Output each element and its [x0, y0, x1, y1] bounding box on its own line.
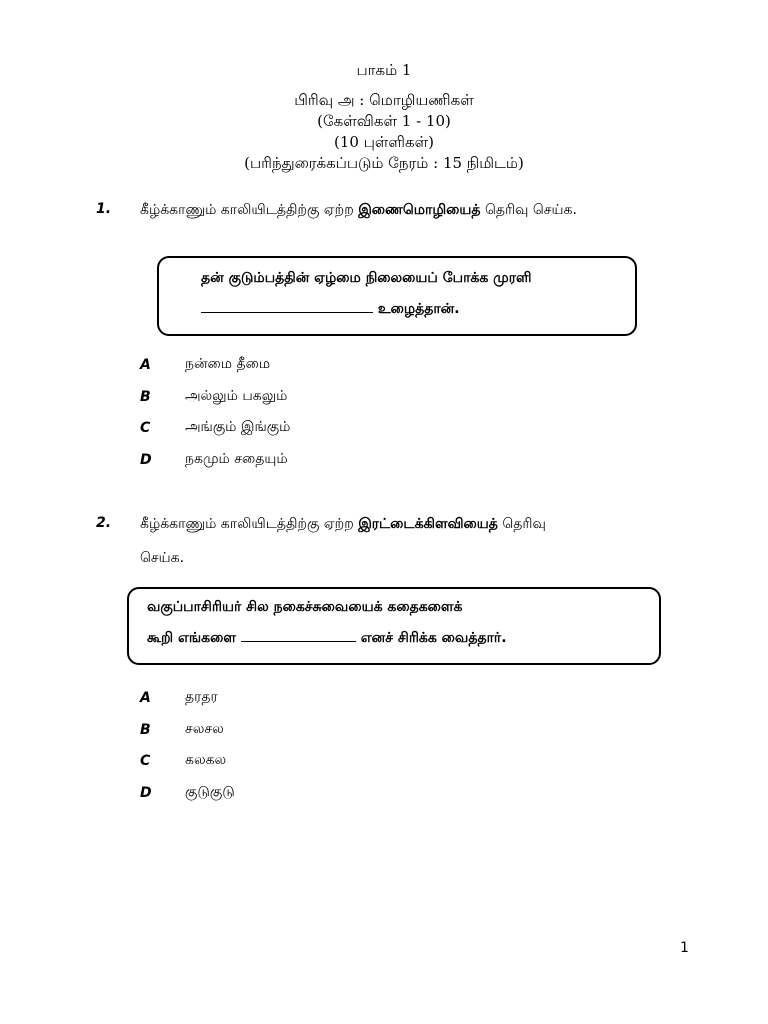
q2-option-b-text[interactable]: சலசல: [185, 721, 224, 737]
question-1-number: 1.: [96, 201, 112, 217]
q1-option-a-text[interactable]: நன்மை தீமை: [185, 356, 271, 372]
answer-blank: [241, 629, 356, 642]
q2-option-d-letter: D: [140, 785, 152, 801]
q2-option-a-text[interactable]: தரதர: [185, 689, 218, 705]
marks: (10 புள்ளிகள்): [334, 133, 434, 151]
question-2-text: [140, 507, 680, 575]
q2-option-a-letter: A: [140, 690, 151, 706]
q2-option-c-text[interactable]: கலகல: [185, 752, 227, 768]
q2-option-c-letter: C: [140, 753, 151, 769]
q1-option-d-letter: D: [140, 452, 152, 468]
q1-option-a-letter: A: [140, 357, 151, 373]
question-2-box-line2: [147, 629, 507, 648]
q2-option-b-letter: B: [140, 722, 151, 738]
question-1-suffix: தெரிவு செய்க.: [484, 202, 577, 218]
answer-blank: [201, 300, 373, 313]
question-2-box-line2-before: கூறி எங்களை: [147, 630, 236, 646]
question-1-sentence-box: [157, 256, 637, 336]
q1-option-b-text[interactable]: அல்லும் பகலும்: [185, 388, 288, 404]
question-2-number: 2.: [96, 515, 112, 531]
q1-option-c-letter: C: [140, 420, 151, 436]
section-title: பிரிவு அ : மொழியணிகள்: [294, 91, 474, 109]
question-1-box-line1: தன் குடும்பத்தின் ஏழ்மை நிலையைப் போக்க முரளி: [201, 270, 532, 286]
recommended-time: (பரிந்துரைக்கப்படும் நேரம் : 15 நிமிடம்): [244, 154, 524, 172]
question-2-box-line1: வகுப்பாசிரியர் சில நகைச்சுவையைக் கதைகளைக்: [147, 599, 463, 615]
part-title: பாகம் 1: [356, 61, 412, 79]
question-2-keyword: இரட்டைக்கிளவியைத்: [358, 516, 498, 532]
question-1-keyword: இணைமொழியைத்: [358, 202, 481, 218]
question-2-suffix: தெரிவு: [502, 516, 546, 532]
questions-range: (கேள்விகள் 1 - 10): [317, 112, 451, 130]
q2-option-d-text[interactable]: குடுகுடு: [185, 784, 235, 800]
question-2-sentence-box: [127, 587, 661, 665]
question-1-text: [140, 193, 680, 227]
question-2-suffix-line2: செய்க.: [140, 550, 185, 566]
question-1-box-line2: [201, 300, 460, 319]
question-1-box-line2-after: உழைத்தான்.: [377, 301, 460, 317]
question-2-box-line2-after: எனச் சிரிக்க வைத்தார்.: [360, 630, 507, 646]
q1-option-b-letter: B: [140, 389, 151, 405]
question-1-prefix: கீழ்க்காணும் காலியிடத்திற்கு ஏற்ற: [140, 202, 354, 218]
question-2-prefix: கீழ்க்காணும் காலியிடத்திற்கு ஏற்ற: [140, 516, 354, 532]
q1-option-c-text[interactable]: அங்கும் இங்கும்: [185, 419, 291, 435]
page-number: 1: [680, 940, 689, 956]
q1-option-d-text[interactable]: நகமும் சதையும்: [185, 451, 288, 467]
